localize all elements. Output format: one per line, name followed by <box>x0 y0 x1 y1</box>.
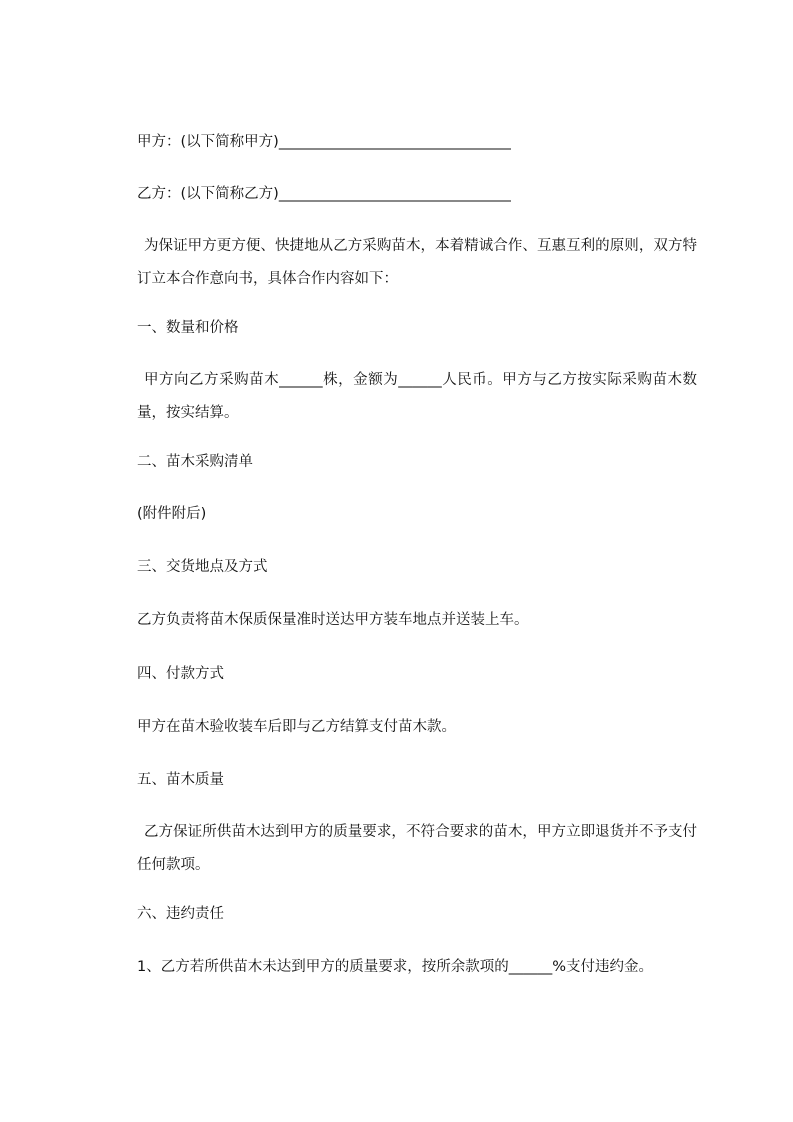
section-4-body: 甲方在苗木验收装车后即与乙方结算支付苗木款。 <box>137 719 456 735</box>
section-1-heading: 一、数量和价格 <box>137 320 239 336</box>
party-a-line: 甲方：(以下简称甲方)________________________________ <box>137 134 511 150</box>
section-2-heading: 二、苗木采购清单 <box>137 454 253 470</box>
section-5-body: 乙方保证所供苗木达到甲方的质量要求，不符合要求的苗木，甲方立即退货并不予支付任何款项。 <box>137 824 697 873</box>
section-2-body: (附件附后) <box>137 506 207 522</box>
section-6-heading: 六、违约责任 <box>137 906 224 922</box>
section-5-heading: 五、苗木质量 <box>137 772 224 788</box>
section-3-heading: 三、交货地点及方式 <box>137 559 268 575</box>
section-1-body: 甲方向乙方采购苗木______株，金额为______人民币。甲方与乙方按实际采购苗木数量，按实结算。 <box>137 372 697 421</box>
section-6-item-1: 1、乙方若所供苗木未达到甲方的质量要求，按所余款项的______%支付违约金。 <box>137 959 654 975</box>
section-3-body: 乙方负责将苗木保质保量准时送达甲方装车地点并送装上车。 <box>137 612 529 628</box>
section-4-heading: 四、付款方式 <box>137 666 224 682</box>
party-b-line: 乙方：(以下简称乙方)________________________________ <box>137 186 511 202</box>
intro-paragraph: 为保证甲方更方便、快捷地从乙方采购苗木，本着精诚合作、互惠互利的原则，双方特订立本合作意向书，具体合作内容如下： <box>137 238 697 287</box>
